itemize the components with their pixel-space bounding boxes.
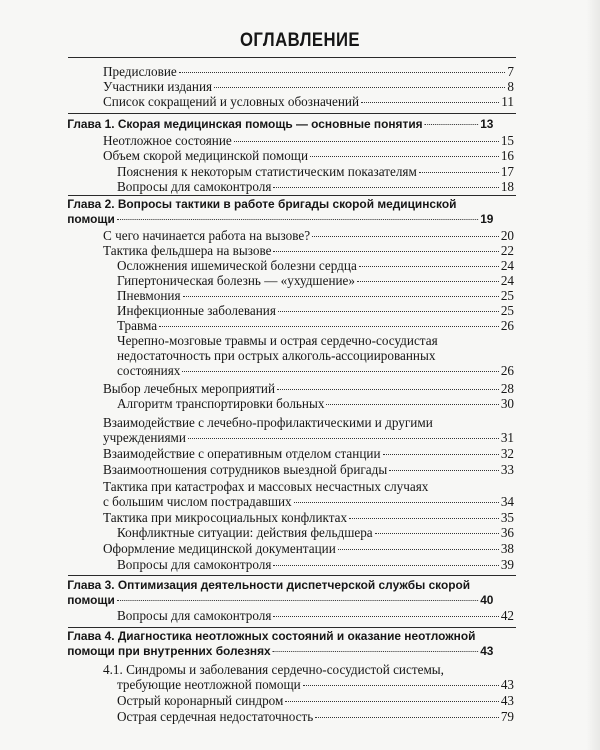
- page-edge-shadow: [586, 0, 600, 750]
- divider: [68, 627, 516, 628]
- toc-subentry[interactable]: Осложнения ишемической болезни сердца 24: [117, 258, 514, 273]
- toc-entry[interactable]: Взаимодействие с лечебно-профилактическими и другими учреждениями 31: [103, 415, 514, 446]
- toc-entry[interactable]: Тактика фельдшера на вызове 22: [103, 243, 514, 258]
- toc-subentry[interactable]: Травма 26: [117, 318, 514, 333]
- toc-subentry[interactable]: Вопросы для самоконтроля 42: [117, 608, 514, 623]
- toc-subentry[interactable]: Инфекционные заболевания 25: [117, 303, 514, 318]
- divider: [68, 57, 516, 58]
- toc-chapter-2[interactable]: Глава 2. Вопросы тактики в работе бригады скорой медицинской помощи 19: [67, 197, 494, 227]
- toc-entry[interactable]: Оформление медицинской документации 38: [103, 541, 514, 556]
- toc-entry[interactable]: С чего начинается работа на вызове? 20: [103, 228, 514, 243]
- toc-chapter-3[interactable]: Глава 3. Оптимизация деятельности диспетчерской службы скорой помощи 40: [67, 578, 494, 608]
- toc-entry[interactable]: 4.1. Синдромы и заболевания сердечно-сосудистой системы, требующие неотложной помощи 43: [103, 662, 514, 693]
- toc-subentry[interactable]: Гипертоническая болезнь — «ухудшение» 24: [117, 273, 514, 288]
- toc-subentry[interactable]: Черепно-мозговые травмы и острая сердечно-сосудистая недостаточность при острых алкоголь-ассоциированных состояниях 26: [117, 333, 514, 379]
- toc-entry-contributors[interactable]: Участники издания 8: [103, 79, 514, 94]
- divider: [68, 575, 516, 576]
- toc-entry[interactable]: Выбор лечебных мероприятий 28: [103, 381, 514, 396]
- toc-entry[interactable]: Объем скорой медицинской помощи 16: [103, 148, 514, 163]
- toc-entry[interactable]: Взаимоотношения сотрудников выездной бригады 33: [103, 462, 514, 477]
- toc-entry-abbreviations[interactable]: Список сокращений и условных обозначений 11: [103, 94, 514, 109]
- toc-entry[interactable]: Неотложное состояние 15: [103, 133, 514, 148]
- toc-entry[interactable]: Взаимодействие с оперативным отделом станции 32: [103, 446, 514, 461]
- toc-entry-preface[interactable]: Предисловие 7: [103, 64, 514, 79]
- toc-subentry[interactable]: Вопросы для самоконтроля 18: [117, 179, 514, 194]
- toc-chapter-4[interactable]: Глава 4. Диагностика неотложных состояний и оказание неотложной помощи при внутренних болезнях 43: [67, 629, 494, 659]
- toc-subentry[interactable]: Пневмония 25: [117, 288, 514, 303]
- toc-subentry[interactable]: Острая сердечная недостаточность 79: [117, 709, 514, 724]
- toc-subentry[interactable]: Пояснения к некоторым статистическим показателям 17: [117, 164, 514, 179]
- divider: [68, 195, 516, 196]
- toc-chapter-1[interactable]: Глава 1. Скорая медицинская помощь — основные понятия 13: [67, 117, 494, 131]
- page-title: ОГЛАВЛЕНИЕ: [239, 30, 361, 51]
- toc-subentry[interactable]: Конфликтные ситуации: действия фельдшера 36: [117, 525, 514, 540]
- toc-subentry[interactable]: Алгоритм транспортировки больных 30: [117, 396, 514, 411]
- divider: [68, 113, 516, 114]
- toc-entry[interactable]: Тактика при микросоциальных конфликтах 35: [103, 510, 514, 525]
- toc-subentry[interactable]: Острый коронарный синдром 43: [117, 693, 514, 708]
- toc-entry[interactable]: Тактика при катастрофах и массовых несчастных случаях с большим числом пострадавших 34: [103, 479, 514, 510]
- toc-subentry[interactable]: Вопросы для самоконтроля 39: [117, 557, 514, 572]
